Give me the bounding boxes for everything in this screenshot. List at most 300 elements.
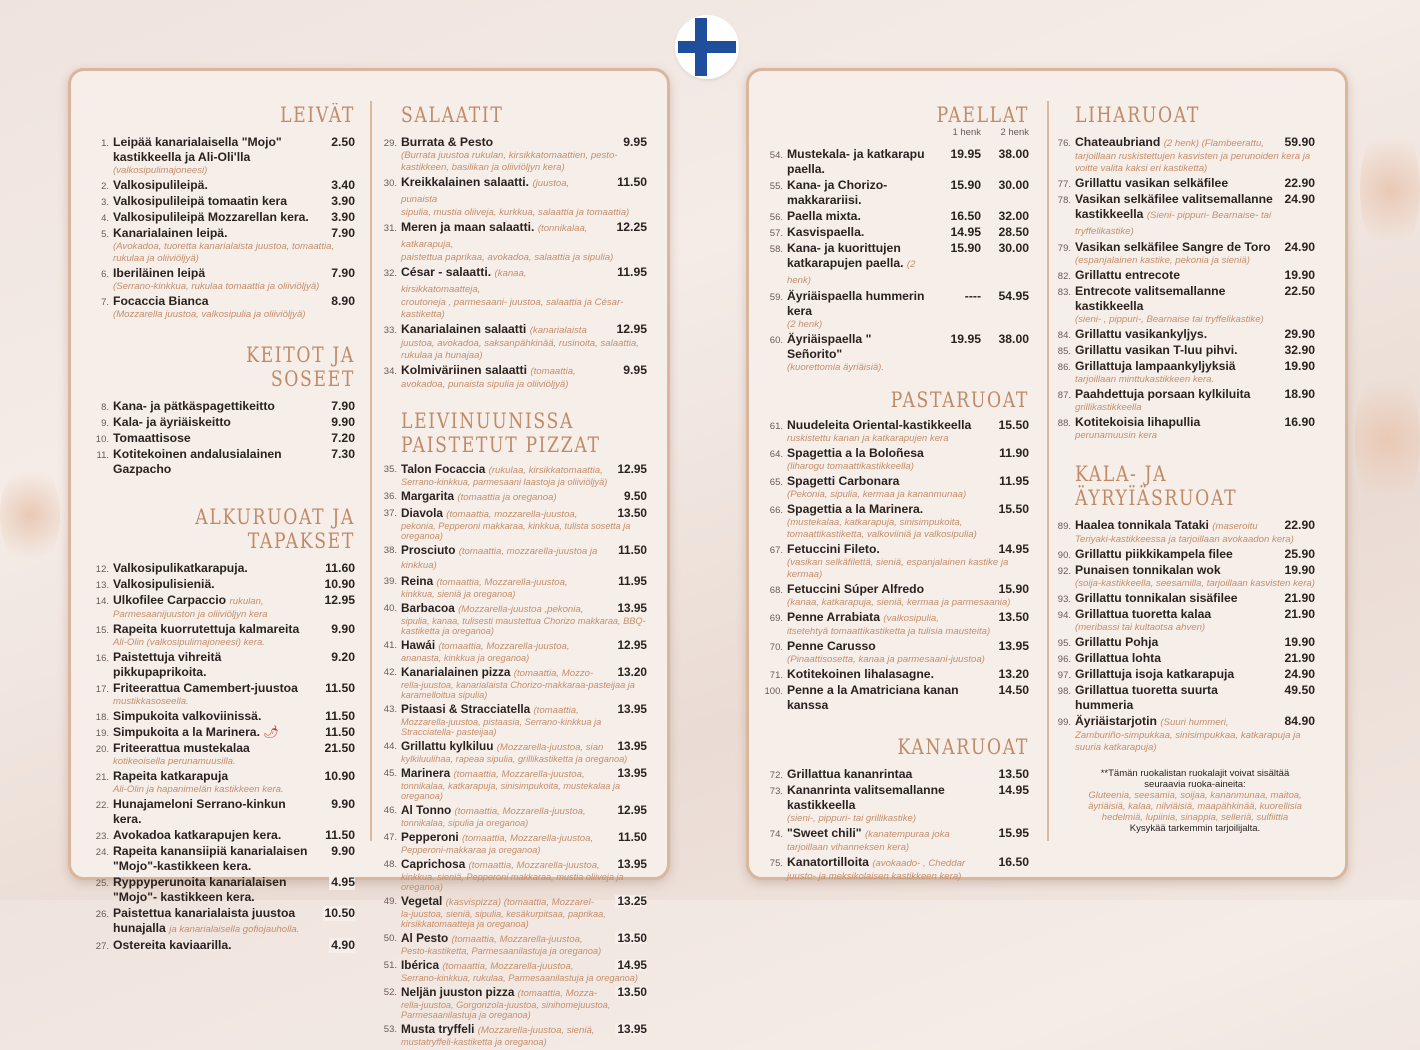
menu-item-name: Vegetal — [401, 894, 443, 908]
menu-item-name: Valkosipulikatkarapuja. — [113, 561, 248, 575]
menu-item-number: 92. — [1057, 566, 1071, 577]
menu-item-description: (2 henk) — [787, 319, 823, 330]
menu-item-inline-description: (2 henk) (Flambeerattu, — [1163, 138, 1264, 149]
menu-item-name: Simpukoita valkoviinissä. — [113, 709, 262, 723]
menu-item-name: Kanarialainen salaatti — [401, 322, 527, 336]
menu-item-name: Grillattuja isoja katkarapuja — [1075, 667, 1235, 681]
menu-item — [383, 958, 647, 983]
menu-item-name: Grillattua tuoretta kalaa — [1075, 607, 1212, 621]
menu-item — [95, 577, 355, 592]
menu-item-number: 54. — [769, 150, 783, 161]
menu-item — [1057, 415, 1315, 442]
menu-item-price: 13.95 — [998, 639, 1029, 653]
menu-item-inline-description: (tomaattia, Mozzarella-juustoa, — [451, 934, 583, 945]
menu-item — [95, 431, 355, 446]
menu-item-name: Rapeita kuorrutettuja kalmareita — [113, 622, 300, 636]
menu-item-name: Friteerattua Camembert-juustoa — [113, 681, 298, 695]
menu-item-description: Pesto-kastiketta, Parmesaanilastuja ja oreganoa) — [401, 946, 602, 956]
menu-item-name: Grillattu vasikan T-luu pihvi. — [1075, 343, 1238, 357]
menu-item-inline-description: (tomaattia ja oreganoa) — [457, 492, 557, 503]
menu-item-inline-description: (tomaattia, mozzarella-juustoa ja kinkkua) — [401, 546, 598, 571]
menu-item — [769, 542, 1029, 581]
menu-item-price: 14.95 — [998, 783, 1029, 797]
menu-item — [101, 178, 355, 193]
menu-item-inline-description: (tomaattia, — [533, 705, 579, 716]
menu-item-number: 94. — [1057, 610, 1071, 621]
menu-item-inline-description: (tomaattia, mozzarella-juustoa, — [446, 509, 578, 520]
menu-item-name: Iberiläinen leipä — [113, 266, 206, 280]
menu-item-price-1-person: 19.95 — [950, 147, 981, 161]
menu-page-right — [746, 68, 1348, 880]
menu-item-price: 7.90 — [331, 266, 355, 280]
menu-item — [383, 702, 647, 737]
menu-item-price: 16.90 — [1284, 415, 1315, 429]
menu-item — [1057, 359, 1315, 386]
menu-item-number: 82. — [1057, 271, 1071, 282]
menu-item-name: Ryppyperunoita kanarialaisen "Mojo"- kastikkeen kera. — [113, 875, 287, 904]
menu-item-number: 14. — [95, 596, 109, 607]
menu-item-price: 12.95 — [617, 462, 647, 476]
menu-item-number: 44. — [383, 741, 397, 752]
menu-item-price: 25.90 — [1284, 547, 1315, 561]
menu-item — [1057, 683, 1315, 713]
menu-item-number: 7. — [101, 297, 109, 308]
menu-item-price: 2.50 — [331, 135, 355, 149]
menu-item-name: Kanarialainen pizza — [401, 665, 511, 679]
menu-item-description: kylkiluulihaa, rapeaa sipulia, grillikastiketta ja oreganoa) — [401, 754, 628, 764]
menu-item-price: 13.95 — [617, 601, 647, 615]
menu-item — [95, 709, 355, 724]
menu-item-name: Ibérica — [401, 958, 440, 972]
menu-item-name: Grillattu piikkikampela filee — [1075, 547, 1233, 561]
menu-item-price: 22.90 — [1284, 518, 1315, 532]
menu-item — [101, 210, 355, 225]
menu-item-inline-description: (rukulaa, kirsikkatomaattia, — [488, 465, 603, 476]
menu-item — [383, 766, 647, 801]
menu-item-number: 4. — [101, 213, 109, 224]
menu-item-price: 13.50 — [617, 506, 647, 520]
list-kala — [1057, 518, 1315, 754]
menu-item-number: 99. — [1057, 717, 1071, 728]
menu-item-number: 74. — [769, 829, 783, 840]
menu-item-name: Kotitekoisia lihapullia — [1075, 415, 1201, 429]
menu-item-number: 70. — [769, 642, 783, 653]
menu-item-description: Pepperoni-makkaraa ja oreganoa) — [401, 845, 541, 855]
menu-item — [769, 241, 1029, 288]
menu-item-price: 11.90 — [999, 446, 1029, 460]
menu-item-number: 16. — [95, 653, 109, 664]
menu-item-number: 78. — [1057, 195, 1071, 206]
menu-item-inline-description: (Suuri hummeri, — [1160, 717, 1229, 728]
menu-item — [769, 225, 1029, 240]
menu-item — [95, 828, 355, 843]
menu-item-price: 13.50 — [998, 610, 1029, 624]
menu-item — [769, 289, 1029, 331]
menu-item-price: 12.95 — [616, 322, 647, 336]
menu-item-name: Äyriäistarjotin — [1075, 714, 1157, 728]
menu-item-price: 59.90 — [1284, 135, 1315, 149]
menu-item-description: paistettua paprikaa, avokadoa, salaattia ja sipulia) — [401, 252, 614, 263]
menu-item-number: 86. — [1057, 362, 1071, 373]
menu-item-name: Grillattu kylkiluu — [401, 739, 494, 753]
menu-item-inline-description: (kanarialaista — [529, 325, 587, 336]
menu-item-name: Grillattua tuoretta suurta hummeria — [1075, 683, 1218, 712]
menu-item-number: 6. — [101, 269, 109, 280]
menu-page-left — [68, 68, 670, 1047]
menu-item-number: 25. — [95, 878, 109, 889]
left-column-1 — [95, 71, 355, 954]
menu-item-price: 7.90 — [331, 226, 355, 240]
menu-item-number: 13. — [95, 580, 109, 591]
menu-item-name: Ulkofilee Carpaccio — [113, 593, 227, 607]
menu-item-number: 66. — [769, 505, 783, 516]
menu-item-number: 69. — [769, 613, 783, 624]
menu-item-name: Äyriäispaella " Señorito" — [787, 332, 872, 361]
list-paellat — [769, 147, 1029, 374]
menu-item-name: Kotitekoinen lihalasagne. — [787, 667, 934, 681]
menu-item-name: Barbacoa — [401, 601, 455, 615]
menu-item-price: 9.90 — [331, 622, 355, 636]
menu-item-number: 19. — [95, 728, 109, 739]
menu-item — [95, 906, 355, 937]
menu-item-name: Spagetti Carbonara — [787, 474, 900, 488]
menu-item — [1057, 268, 1315, 283]
finnish-flag-icon[interactable] — [678, 18, 736, 76]
menu-item-name: Al Pesto — [401, 931, 449, 945]
menu-item-price: 7.30 — [331, 447, 355, 461]
menu-item-inline-description: (kasvispizza) (tomaattia, Mozzarel- — [445, 897, 594, 908]
allergen-list: Gluteenia, seesamia, soijaa, kananmunaa, maitoa, äyriäisiä, kalaa, nilviäisiä, maapähkinää, kuorellisia hedelmiä, lupiinia, sinappia, selleriä, sulfiittia — [1088, 790, 1302, 823]
menu-item-price: 19.90 — [1284, 635, 1315, 649]
menu-item-number: 26. — [95, 909, 109, 920]
menu-item-price: 8.90 — [331, 294, 355, 308]
menu-item-number: 48. — [383, 859, 397, 870]
section-title-kanaruoat: KANARUOAT — [897, 735, 1029, 759]
menu-item-number: 23. — [95, 831, 109, 842]
menu-item-name: Rapeita katkarapuja — [113, 769, 229, 783]
glitter-decoration-right-top — [1360, 120, 1420, 260]
menu-item — [769, 667, 1029, 682]
menu-item-price: 14.95 — [998, 542, 1029, 556]
menu-item-name: Paistettua kanarialaista juustoa hunajalla — [113, 906, 296, 935]
menu-item-name: Kasvispaella. — [787, 225, 865, 239]
menu-item-inline-description: rukulan, — [229, 596, 264, 607]
menu-item-number: 85. — [1057, 346, 1071, 357]
menu-item — [764, 683, 1029, 713]
menu-item-inline-description: (tomaattia, Mozzarella-juustoa, — [468, 860, 600, 871]
menu-item-inline-description: (tomaattia, Mozza- — [517, 988, 598, 999]
menu-item-name: Kananrinta valitsemallanne kastikkeella — [787, 783, 945, 812]
menu-item-number: 90. — [1057, 550, 1071, 561]
menu-item-description: (kanaa, katkarapuja, sieniä, kermaa ja parmesaania) — [787, 597, 1011, 608]
menu-item-description: kotikeoisella perunamuusilla. — [113, 756, 236, 767]
menu-item-description: mustikkasoseella. — [113, 696, 189, 707]
menu-item-number: 84. — [1057, 330, 1071, 341]
right-column-2 — [1057, 71, 1315, 834]
menu-item — [95, 622, 355, 649]
menu-item-price: 12.25 — [616, 220, 647, 234]
menu-item-name: Fetuccini Súper Alfredo — [787, 582, 925, 596]
menu-item — [1057, 651, 1315, 666]
menu-item — [1057, 635, 1315, 650]
menu-item-name: Grillattua lohta — [1075, 651, 1161, 665]
menu-item-number: 20. — [95, 744, 109, 755]
menu-item-name: Caprichosa — [401, 857, 466, 871]
menu-item-description: (sieni-, pippuri- tai grillikastike) — [787, 813, 917, 824]
menu-item — [95, 844, 355, 874]
menu-item-price: 29.90 — [1284, 327, 1315, 341]
menu-item-description: (Serrano-kinkkua, rukulaa tomaattia ja oliiviöljyä) — [113, 281, 320, 292]
list-alkuruoat — [95, 561, 355, 953]
menu-item — [1057, 284, 1315, 326]
menu-item-description: tarjoillaan minttukastikkeen kera. — [1075, 374, 1215, 385]
menu-item-description: Teriyaki-kastikkeessa ja tarjoillaan avokaadon kera) — [1075, 534, 1294, 545]
menu-item — [101, 194, 355, 209]
menu-item-number: 18. — [95, 712, 109, 723]
menu-item-description: tonnikalaa, sipulia ja oreganoa) — [401, 818, 529, 828]
menu-item — [769, 178, 1029, 208]
menu-item-number: 22. — [95, 800, 109, 811]
menu-item-price: 13.95 — [617, 857, 647, 871]
right-column-1 — [764, 71, 1029, 884]
menu-item — [1057, 240, 1315, 267]
menu-item-number: 17. — [95, 684, 109, 695]
menu-item-description: Serrano-kinkkua, parmesaani laastoja ja oliiviöljyä) — [401, 477, 608, 487]
menu-item-price-2-persons: 30.00 — [998, 178, 1029, 192]
menu-item-inline-description: (Sieni- pippuri- Bearnaise- tai tryffelikastike) — [1075, 210, 1272, 237]
menu-item-price: 11.50 — [325, 828, 355, 842]
column-divider — [1047, 101, 1049, 841]
menu-item-name: Kotitekoinen andalusialainen Gazpacho — [113, 447, 282, 476]
menu-item-price: 12.95 — [324, 593, 355, 607]
menu-item-name: Hawái — [401, 638, 436, 652]
menu-item-name: Kolmiväriinen salaatti — [401, 363, 527, 377]
menu-item-name: Kanatortilloita — [787, 855, 869, 869]
menu-item-number: 15. — [95, 625, 109, 636]
menu-item-price: 22.50 — [1284, 284, 1315, 298]
menu-item-number: 53. — [383, 1024, 397, 1035]
menu-item — [769, 582, 1029, 609]
menu-item-price-2-persons: 30.00 — [998, 241, 1029, 255]
menu-item — [95, 725, 355, 740]
menu-item-description: (Avokadoa, tuoretta kanarialaista juustoa, tomaattia, rukulaa ja oliiviöljyä) — [113, 241, 335, 264]
menu-item — [95, 769, 355, 796]
menu-item-name: Grillattua kananrintaa — [787, 767, 913, 781]
menu-item-price: 3.90 — [331, 194, 355, 208]
menu-item-description: rella-juustoa, kanarialaista Chorizo-makkaraa-pasteijaa ja karamelloitua sipulia) — [401, 680, 635, 700]
menu-item-name: Penne a la Amatriciana kanan kanssa — [787, 683, 959, 712]
menu-item-number: 2. — [101, 181, 109, 192]
menu-item — [769, 474, 1029, 501]
menu-item-number: 46. — [383, 805, 397, 816]
menu-item — [1057, 387, 1315, 414]
menu-item-name: Rapeita kanansiipiä kanarialaisen "Mojo"-kastikkeen kera. — [113, 844, 308, 873]
menu-item-number: 95. — [1057, 638, 1071, 649]
menu-item-inline-description: (Mozzarella-juustoa ,pekonia, — [458, 604, 584, 615]
menu-item-price: 32.90 — [1284, 343, 1315, 357]
menu-item-description: sipulia, kanaa, tulisesti maustettua Chorizo makkaraa, BBQ-kastiketta ja oreganoa) — [401, 616, 646, 636]
menu-item-name: Paahdettuja porsaan kylkiluita — [1075, 387, 1251, 401]
menu-item-price: 10.90 — [324, 577, 355, 591]
menu-item-number: 40. — [383, 603, 397, 614]
menu-item-name: Leipää kanarialaisella "Mojo" kastikkeella ja Ali-Oli'lla — [113, 135, 282, 164]
section-title-pastaruoat: PASTARUOAT — [890, 388, 1029, 412]
menu-item-number: 64. — [769, 449, 783, 460]
menu-item-inline-description: (tonnikalaa, katkarapuja, — [401, 223, 588, 250]
column-divider — [370, 101, 372, 841]
menu-item-price: 9.50 — [624, 489, 647, 503]
menu-item-price: 21.90 — [1284, 607, 1315, 621]
menu-item-number: 59. — [769, 292, 783, 303]
menu-item-name: Haalea tonnikala Tataki — [1075, 518, 1209, 532]
menu-item — [383, 574, 647, 599]
menu-item-number: 10. — [95, 434, 109, 445]
menu-item-description: kinkkua, sieniä, Pepperoni makkaraa, mustia oliiveja ja oreganoa) — [401, 872, 624, 892]
menu-item-description: (espanjalainen kastike, pekonia ja sieniä) — [1075, 255, 1250, 266]
section-title-paellat: PAELLAT — [936, 103, 1029, 127]
menu-item — [383, 857, 647, 892]
menu-item — [1057, 607, 1315, 634]
list-salaatit — [383, 135, 647, 391]
menu-item — [1057, 667, 1315, 682]
menu-item-number: 38. — [383, 545, 397, 556]
menu-item-name: Spagettia a la Boloñesa — [787, 446, 924, 460]
menu-item-name: Kana- ja pätkäspagettikeitto — [113, 399, 275, 413]
menu-item — [769, 826, 1029, 854]
menu-item — [383, 489, 647, 504]
menu-item-name: Entrecote valitsemallanne kastikkeella — [1075, 284, 1226, 313]
menu-item-price: 84.90 — [1284, 714, 1315, 728]
menu-item-inline-description: (tomaattia, — [530, 366, 576, 377]
menu-item-price: 14.50 — [998, 683, 1029, 697]
menu-item — [101, 266, 355, 293]
menu-item-price: 9.90 — [331, 844, 355, 858]
menu-item-name: Nuudeleita Oriental-kastikkeella — [787, 418, 972, 432]
list-liharuoat — [1057, 135, 1315, 442]
menu-item — [769, 767, 1029, 782]
menu-item-number: 89. — [1057, 521, 1071, 532]
menu-item-number: 61. — [769, 421, 783, 432]
menu-item — [96, 447, 355, 477]
menu-item-name: Pepperoni — [401, 830, 459, 844]
menu-item-number: 27. — [95, 941, 109, 952]
menu-item-price: 15.50 — [998, 418, 1029, 432]
menu-item-description: (kuorettomia äyriäisiä). — [787, 362, 885, 373]
menu-item-price: 21.50 — [324, 741, 355, 755]
menu-item-price: 13.50 — [998, 767, 1029, 781]
menu-item-name: Friteerattua mustekalaa — [113, 741, 250, 755]
menu-item-description: tarjoillaan ruskistettujen kasvisten ja perunoiden kera ja voitte valita kaksi eri kastiketta) — [1075, 151, 1311, 174]
menu-item-price: 13.95 — [617, 1022, 647, 1036]
menu-item-description: (Pekonia, sipulia, kermaa ja kananmunaa) — [787, 489, 967, 500]
menu-item-price: 11.95 — [618, 574, 647, 588]
menu-item-price: 13.50 — [617, 931, 647, 945]
menu-item-price: 12.95 — [617, 638, 647, 652]
menu-item-description: itsetehtyä tomaattikastiketta ja tulisia mausteita) — [787, 626, 991, 637]
menu-item — [383, 220, 647, 264]
menu-item-description: perunamuusin kera — [1075, 430, 1158, 441]
menu-item-description: pekonia, Pepperoni makkaraa, kinkkua, tulista sosetta ja oreganoa) — [401, 521, 631, 541]
menu-item — [101, 415, 355, 430]
menu-item-name: Paistettuja vihreitä pikkupaprikoita. — [113, 650, 222, 679]
menu-item-price: 49.50 — [1284, 683, 1315, 697]
menu-item — [1057, 176, 1315, 191]
menu-item-description: ananasta, kinkkua ja oreganoa) — [401, 653, 530, 663]
menu-item-price: 24.90 — [1284, 192, 1315, 206]
menu-item-number: 47. — [383, 832, 397, 843]
menu-item-inline-description: (tomaattia, Mozzarella-juustoa, — [442, 961, 574, 972]
menu-item-price: 7.20 — [331, 431, 355, 445]
menu-item — [1057, 192, 1315, 239]
menu-item — [383, 985, 647, 1020]
menu-item-price: 11.50 — [618, 830, 647, 844]
menu-item-number: 1. — [101, 138, 109, 149]
menu-item-number: 37. — [383, 508, 397, 519]
menu-item-name: Pistaasi & Stracciatella — [401, 702, 531, 716]
menu-item — [383, 322, 647, 362]
menu-item-price: 15.90 — [998, 582, 1029, 596]
menu-item-number: 9. — [101, 418, 109, 429]
menu-item-price: 19.90 — [1284, 563, 1315, 577]
section-title-kala: KALA- JA ÄYRYÏÄSRUOAT — [1075, 462, 1238, 510]
menu-item-description: avokadoa, punaista sipulia ja oliiviöljyä) — [401, 379, 569, 390]
menu-item-description: (valkosipulimajoneesi) — [113, 165, 208, 176]
menu-item-name: Avokadoa katkarapujen kera. — [113, 828, 282, 842]
menu-item — [383, 665, 647, 700]
menu-item-price: 13.95 — [617, 702, 647, 716]
menu-item-number: 71. — [769, 670, 783, 681]
menu-item-number: 5. — [101, 229, 109, 240]
menu-item-description: rella-juustoa, Gorgonzola-juustoa, sinihomejuustoa, Parmesaanilastuja ja oreganoa) — [401, 1000, 611, 1020]
menu-item-name: Burrata & Pesto — [401, 135, 494, 149]
section-title-salaatit: SALAATIT — [401, 103, 504, 127]
menu-item-description: grillikastikkeella — [1075, 402, 1142, 413]
menu-item-number: 42. — [383, 667, 397, 678]
menu-item-number: 87. — [1057, 390, 1071, 401]
menu-item-price: 13.95 — [617, 739, 647, 753]
menu-item — [1057, 714, 1315, 754]
menu-item-number: 21. — [95, 772, 109, 783]
menu-item-name: Chateaubriand — [1075, 135, 1161, 149]
menu-item-price: 16.50 — [998, 855, 1029, 869]
menu-item — [383, 931, 647, 956]
menu-item-name: Punaisen tonnikalan wok — [1075, 563, 1221, 577]
menu-item-number: 65. — [769, 477, 783, 488]
menu-item — [95, 875, 355, 905]
menu-item — [383, 739, 647, 764]
menu-item-number: 30. — [383, 178, 397, 189]
menu-item-description: croutoneja , parmesaani- juustoa, salaattia ja César-kastiketta) — [401, 297, 624, 320]
menu-item-description: (sieni- , pippuri-, Bearnaise tai tryffelikastike) — [1075, 314, 1264, 325]
menu-item — [383, 543, 647, 572]
menu-item-name: Valkosipulisieniä. — [113, 577, 215, 591]
menu-item — [101, 226, 355, 265]
menu-item — [383, 803, 647, 828]
menu-item-price: 4.90 — [331, 938, 355, 952]
menu-item — [769, 446, 1029, 473]
menu-item-number: 98. — [1057, 686, 1071, 697]
allergen-note — [1085, 768, 1305, 834]
menu-item-price-1-person: 16.50 — [950, 209, 981, 223]
menu-item-price: 10.50 — [324, 906, 355, 920]
allergen-note-ask: Kysykää tarkemmin tarjoilijalta. — [1129, 823, 1261, 834]
menu-item-number: 100. — [764, 686, 783, 697]
menu-item-number: 12. — [95, 564, 109, 575]
menu-item-inline-description: (kanaa, kirsikkatomaatteja, — [401, 268, 527, 295]
menu-item-number: 34. — [383, 366, 397, 377]
menu-item-price: 9.95 — [623, 135, 647, 149]
menu-item-description: Parmesaanijuuston ja oliiviöljyn kera — [113, 609, 268, 620]
